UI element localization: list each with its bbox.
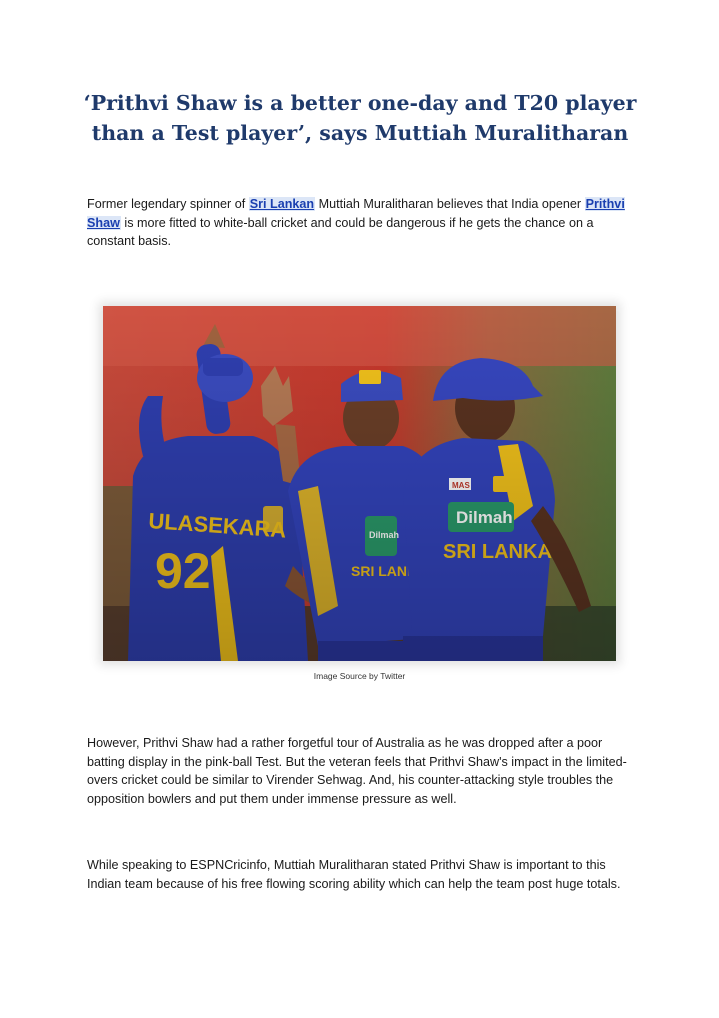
- article-photo: [103, 306, 616, 661]
- intro-text-1: Former legendary spinner of: [87, 197, 249, 211]
- intro-text-3: is more fitted to white-ball cricket and could be dangerous if he gets the chance on a constant basis.: [87, 215, 594, 248]
- image-caption: Image Source by Twitter: [313, 671, 406, 681]
- prithvi-shaw-link[interactable]: Prithvi Shaw: [87, 197, 625, 230]
- paragraph-3: While speaking to ESPNCricinfo, Muttiah Muralitharan stated Prithvi Shaw is important to this Indian team because of his free flowing scoring ability which can help the team post huge totals.: [87, 858, 621, 891]
- sri-lankan-link[interactable]: Sri Lankan: [249, 197, 315, 211]
- article-title: ‘Prithvi Shaw is a better one-day and T20 player than a Test player’, says Muttiah Muralitharan: [83, 91, 637, 145]
- paragraph-2: However, Prithvi Shaw had a rather forgetful tour of Australia as he was dropped after a poor batting display in the pink-ball Test. But the veteran feels that Prithvi Shaw's impact in the limited-overs cricket could be similar to Virender Sehwag. And, his counter-attacking style troubles the opposition bowlers and put them under immense pressure as well.: [87, 736, 627, 806]
- intro-paragraph: [87, 195, 637, 251]
- intro-text-2: Muttiah Muralitharan believes that India opener: [315, 197, 585, 211]
